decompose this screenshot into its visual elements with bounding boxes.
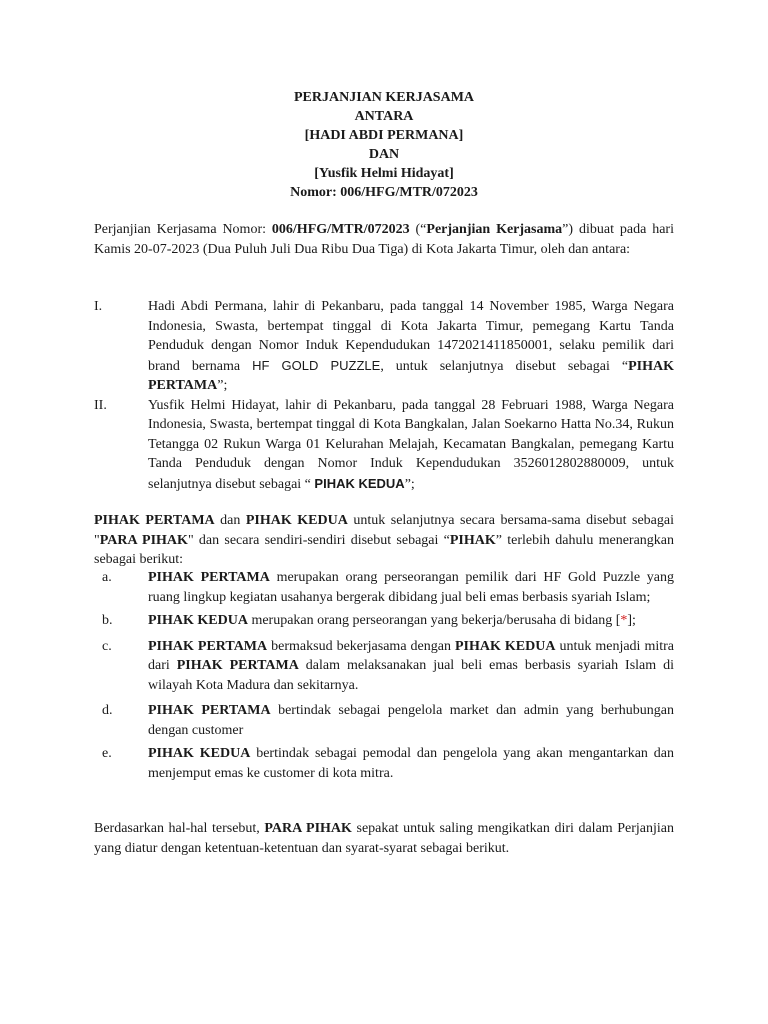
party-1-text-2: , untuk selanjutnya disebut sebagai “	[380, 358, 629, 374]
recital-label: e.	[102, 746, 112, 761]
recital-intro-text-3: " dan secara sendiri-sendiri disebut sebagai “	[187, 532, 450, 548]
recital-item	[94, 637, 674, 696]
party-text	[148, 396, 674, 495]
closing-bold: PARA PIHAK	[264, 821, 352, 836]
intro-text-2: (“	[409, 222, 427, 237]
recital-c-bold-1: PIHAK PERTAMA	[148, 638, 268, 654]
recitals-list	[94, 568, 674, 783]
recital-intro-bold-3: PARA PIHAK	[99, 532, 188, 548]
recital-text	[148, 744, 674, 783]
recital-text	[148, 568, 674, 607]
recital-c-bold-3: PIHAK PERTAMA	[176, 658, 299, 673]
title-line-4: DAN	[368, 147, 400, 162]
intro-text-3: ”) dibuat pada hari Kamis 20-07-2023 (Dua Puluh Juli Dua Ribu Dua Tiga) di Kota Jakarta Timur, oleh dan antara:	[94, 222, 674, 257]
closing-text-2: sepakat untuk saling mengikatkan diri dalam Perjanjian yang diatur dengan ketentuan-ketentuan dan syarat-syarat sebagai berikut.	[94, 821, 675, 856]
party-2-role: PIHAK KEDUA	[314, 475, 405, 491]
recital-b-text-1: merupakan orang perseorangan yang bekerja/berusaha di bidang [	[247, 613, 621, 628]
party-1-text-1: Hadi Abdi Permana, lahir di Pekanbaru, pada tanggal 14 November 1985, Warga Negara Indonesia, Swasta, bertempat tinggal di Kota Jakarta Timur, pemegang Kartu Tanda Penduduk dengan Nomor Induk Kependudukan 1472021411850001, selaku pemilik dari brand bernama	[148, 299, 674, 374]
recital-label: a.	[102, 570, 112, 585]
recital-label: c.	[102, 638, 112, 654]
intro-paragraph	[94, 220, 674, 259]
party-item	[94, 396, 674, 495]
recital-intro-bold-4: PIHAK	[449, 532, 496, 548]
party-2-text-1: Yusfik Helmi Hidayat, lahir di Pekanbaru, pada tanggal 28 Februari 1988, Warga Negara Indonesia, Swasta, bertempat tinggal di Kota Bangkalan, Jalan Soekarno Hatta No.34, Rukun Tetangga 02 Rukun Warga 01 Kelurahan Melajah, Kecamatan Bangkalan, pemegang Kartu Tanda Penduduk dengan Nomor Induk Kependudukan 3526012802880009, untuk selanjutnya disebut sebagai “	[148, 397, 674, 492]
recital-d-bold: PIHAK PERTAMA	[148, 703, 271, 718]
recital-c-text-2: untuk menjadi mitra dari	[148, 638, 675, 673]
party-1-role: PIHAK PERTAMA	[148, 358, 674, 393]
party-item	[94, 297, 674, 396]
recital-text	[148, 637, 674, 696]
title-line-5: [Yusfik Helmi Hidayat]	[314, 166, 454, 181]
title-line-3: [HADI ABDI PERMANA]	[304, 128, 464, 143]
recital-b-text-2: ];	[627, 613, 636, 628]
recital-d-text: bertindak sebagai pengelola market dan admin yang berhubungan dengan customer	[148, 703, 674, 738]
recital-c-bold-2: PIHAK KEDUA	[454, 638, 556, 654]
party-2-text-3: ”;	[404, 476, 415, 492]
recital-label: b.	[102, 613, 113, 628]
recital-intro-bold-2: PIHAK KEDUA	[245, 513, 348, 528]
document-title-block	[0, 88, 768, 202]
party-number: II.	[94, 397, 107, 413]
closing-paragraph	[94, 819, 674, 858]
brand-name: HF GOLD PUZZLE	[252, 357, 381, 373]
recital-c-text-3: dalam melaksanakan jual beli emas berbasis syariah Islam di wilayah Kota Madura dan sekitarnya.	[148, 658, 674, 693]
recital-intro-bold-1: PIHAK PERTAMA	[94, 513, 215, 528]
recital-intro-text-4: ” terlebih dahulu menerangkan sebagai berikut:	[94, 532, 674, 567]
title-line-1: PERJANJIAN KERJASAMA	[293, 90, 475, 105]
recital-intro-text-1: dan	[214, 513, 246, 528]
agreement-number: 006/HFG/MTR/072023	[271, 222, 410, 237]
closing-text-1: Berdasarkan hal-hal tersebut,	[94, 821, 265, 836]
recital-item	[94, 744, 674, 783]
recital-label: d.	[102, 703, 113, 718]
recital-text	[148, 701, 674, 740]
recital-text	[148, 611, 674, 631]
recital-a-bold: PIHAK PERTAMA	[148, 570, 270, 585]
recital-item	[94, 568, 674, 607]
party-1-text-3: ”;	[217, 378, 228, 393]
recital-a-text: merupakan orang perseorangan pemilik dari HF Gold Puzzle yang ruang lingkup kegiatan usahanya bergerak dibidang jual beli emas berbasis syariah Islam;	[148, 570, 674, 605]
recital-e-bold: PIHAK KEDUA	[148, 746, 251, 761]
party-number: I.	[94, 299, 103, 314]
recital-intro-paragraph	[94, 511, 674, 570]
title-line-2: ANTARA	[354, 109, 414, 124]
agreement-name: Perjanjian Kerjasama	[426, 222, 563, 237]
parties-list	[94, 297, 674, 494]
party-text	[148, 297, 674, 396]
title-line-6: Nomor: 006/HFG/MTR/072023	[290, 185, 478, 200]
placeholder-marker: *	[620, 613, 628, 628]
recital-e-text: bertindak sebagai pemodal dan pengelola yang akan mengantarkan dan menjemput emas ke customer di kota mitra.	[148, 746, 675, 781]
recital-item	[94, 701, 674, 740]
recital-b-bold: PIHAK KEDUA	[148, 613, 248, 628]
recital-c-text-1: bermaksud bekerjasama dengan	[267, 638, 455, 654]
recital-intro-text-2: untuk selanjutnya secara bersama-sama disebut sebagai "	[94, 513, 674, 548]
recital-item	[94, 611, 674, 631]
intro-text-1: Perjanjian Kerjasama Nomor:	[94, 222, 272, 237]
